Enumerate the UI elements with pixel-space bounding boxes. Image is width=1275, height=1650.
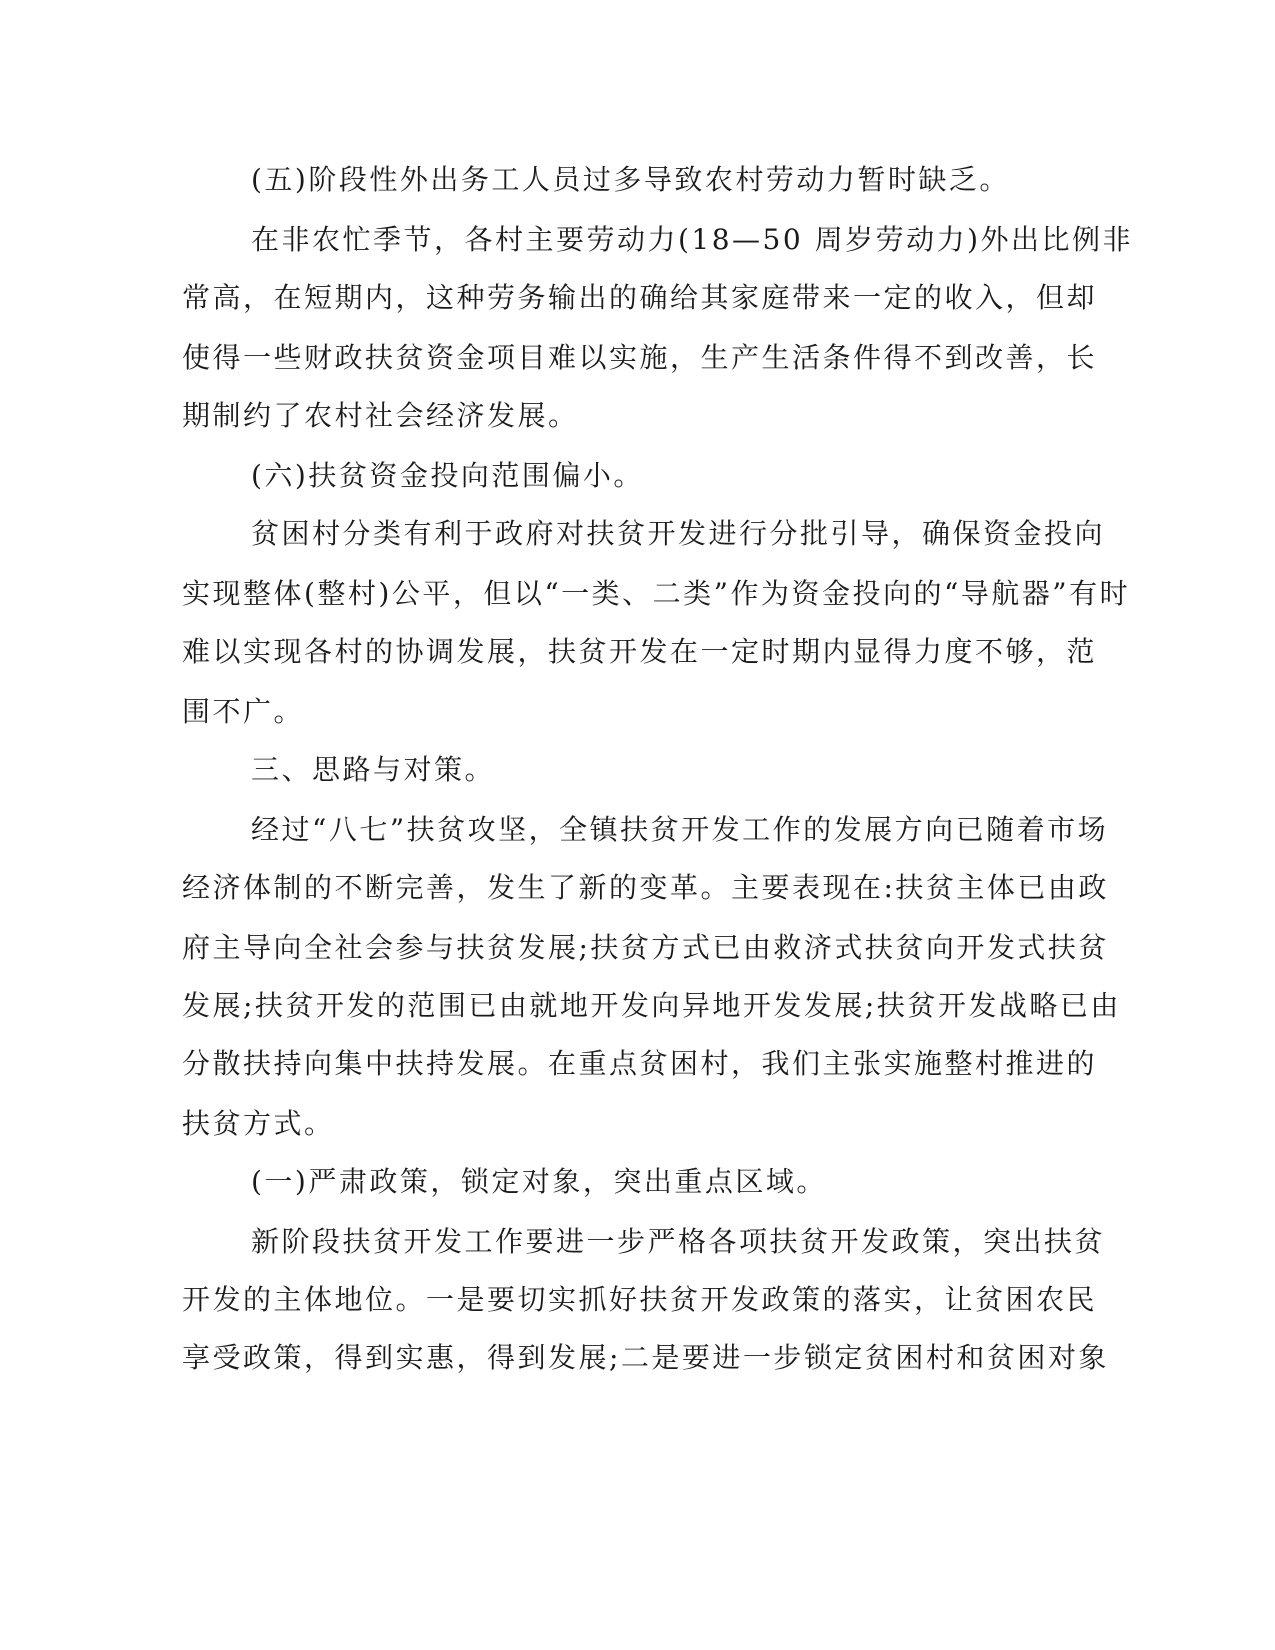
paragraph-line: 发展;扶贫开发的范围已由就地开发向异地开发发展;扶贫开发战略已由: [182, 989, 1121, 1022]
paragraph-line: 常高，在短期内，这种劳务输出的确给其家庭带来一定的收入，但却: [182, 281, 1098, 314]
paragraph-line: 开发的主体地位。一是要切实抓好扶贫开发政策的落实，让贫困农民: [182, 1283, 1098, 1316]
paragraph-line: 新阶段扶贫开发工作要进一步严格各项扶贫开发政策，突出扶贫: [251, 1225, 1106, 1258]
paragraph-line: 扶贫方式。: [182, 1107, 335, 1140]
paragraph-line: 期制约了农村社会经济发展。: [182, 399, 579, 432]
paragraph-line: 围不广。: [182, 695, 305, 728]
paragraph-line: 经过“八七”扶贫攻坚，全镇扶贫开发工作的发展方向已随着市场: [251, 813, 1109, 846]
paragraph-line: 在非农忙季节，各村主要劳动力(18—50 周岁劳动力)外出比例非: [251, 223, 1134, 256]
section-heading-5: (五)阶段性外出务工人员过多导致农村劳动力暂时缺乏。: [251, 163, 1010, 196]
paragraph-line: 经济体制的不断完善，发生了新的变革。主要表现在:扶贫主体已由政: [182, 871, 1109, 904]
section-heading-1: (一)严肃政策，锁定对象，突出重点区域。: [251, 1165, 827, 1198]
paragraph-line: 府主导向全社会参与扶贫发展;扶贫方式已由救济式扶贫向开发式扶贫: [182, 931, 1109, 964]
paragraph-line: 实现整体(整村)公平，但以“一类、二类”作为资金投向的“导航器”有时: [182, 577, 1131, 610]
section-heading-3: 三、思路与对策。: [251, 753, 496, 786]
paragraph-line: 享受政策，得到实惠，得到发展;二是要进一步锁定贫困村和贫困对象: [182, 1341, 1109, 1374]
paragraph-line: 难以实现各村的协调发展，扶贫开发在一定时期内显得力度不够，范: [182, 635, 1098, 668]
section-heading-6: (六)扶贫资金投向范围偏小。: [251, 459, 644, 492]
paragraph-line: 贫困村分类有利于政府对扶贫开发进行分批引导，确保资金投向: [251, 517, 1106, 550]
paragraph-line: 使得一些财政扶贫资金项目难以实施，生产生活条件得不到改善，长: [182, 341, 1098, 374]
paragraph-line: 分散扶持向集中扶持发展。在重点贫困村，我们主张实施整村推进的: [182, 1047, 1098, 1080]
